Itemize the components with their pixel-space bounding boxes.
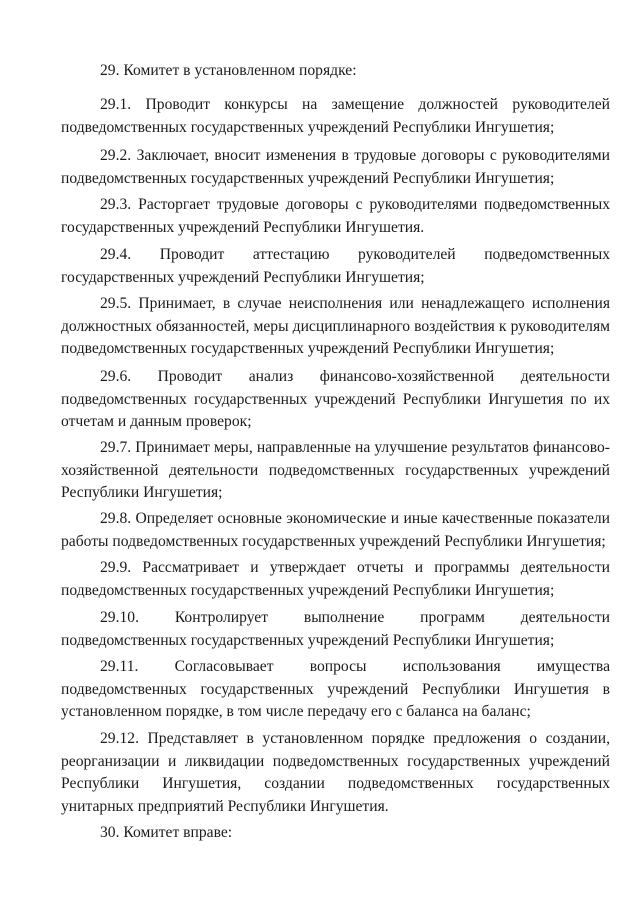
- paragraph-29-9: 29.9. Рассматривает и утверждает отчеты и программы деятельности подведомственных государственных учреждений Республики Ингушетия;: [61, 559, 610, 599]
- paragraph-29: 29. Комитет в установленном порядке:: [100, 62, 357, 79]
- paragraph-30: 30. Комитет вправе:: [100, 824, 233, 841]
- paragraph-29-10: 29.10. Контролирует выполнение программ деятельности подведомственных государственных учреждений Республики Ингушетия;: [61, 609, 610, 649]
- paragraph-29-4: 29.4. Проводит аттестацию руководителей подведомственных государственных учреждений Республики Ингушетия;: [61, 246, 610, 286]
- paragraph-29-7: 29.7. Принимает меры, направленные на улучшение результатов финансово-хозяйственной деятельности подведомственных государственных учреждений Республики Ингушетия;: [61, 439, 610, 501]
- paragraph-29-2: 29.2. Заключает, вносит изменения в трудовые договоры с руководителями подведомственных государственных учреждений Республики Ингушетия;: [61, 147, 610, 187]
- paragraph-29-12: 29.12. Представляет в установленном порядке предложения о создании, реорганизации и ликвидации подведомственных государственных учреждений Республики Ингушетия, создании подведомственных государственных унитарных предприятий Республики Ингушетия.: [61, 730, 610, 815]
- paragraph-29-6: 29.6. Проводит анализ финансово-хозяйственной деятельности подведомственных государственных учреждений Республики Ингушетия по их отчетам и данным проверок;: [61, 368, 610, 430]
- paragraph-29-3: 29.3. Расторгает трудовые договоры с руководителями подведомственных государственных учреждений Республики Ингушетия.: [61, 196, 610, 236]
- paragraph-29-5: 29.5. Принимает, в случае неисполнения или ненадлежащего исполнения должностных обязанностей, меры дисциплинарного воздействия к руководителям подведомственных государственных учреждений Республики Ингушетия;: [61, 295, 610, 357]
- paragraph-29-1: 29.1. Проводит конкурсы на замещение должностей руководителей подведомственных государственных учреждений Республики Ингушетия;: [61, 96, 610, 136]
- paragraph-29-8: 29.8. Определяет основные экономические и иные качественные показатели работы подведомственных государственных учреждений Республики Ингушетия;: [61, 510, 610, 550]
- paragraph-29-11: 29.11. Согласовывает вопросы использования имущества подведомственных государственных учреждений Республики Ингушетия в установленном порядке, в том числе передачу его с баланса на баланс;: [61, 658, 610, 720]
